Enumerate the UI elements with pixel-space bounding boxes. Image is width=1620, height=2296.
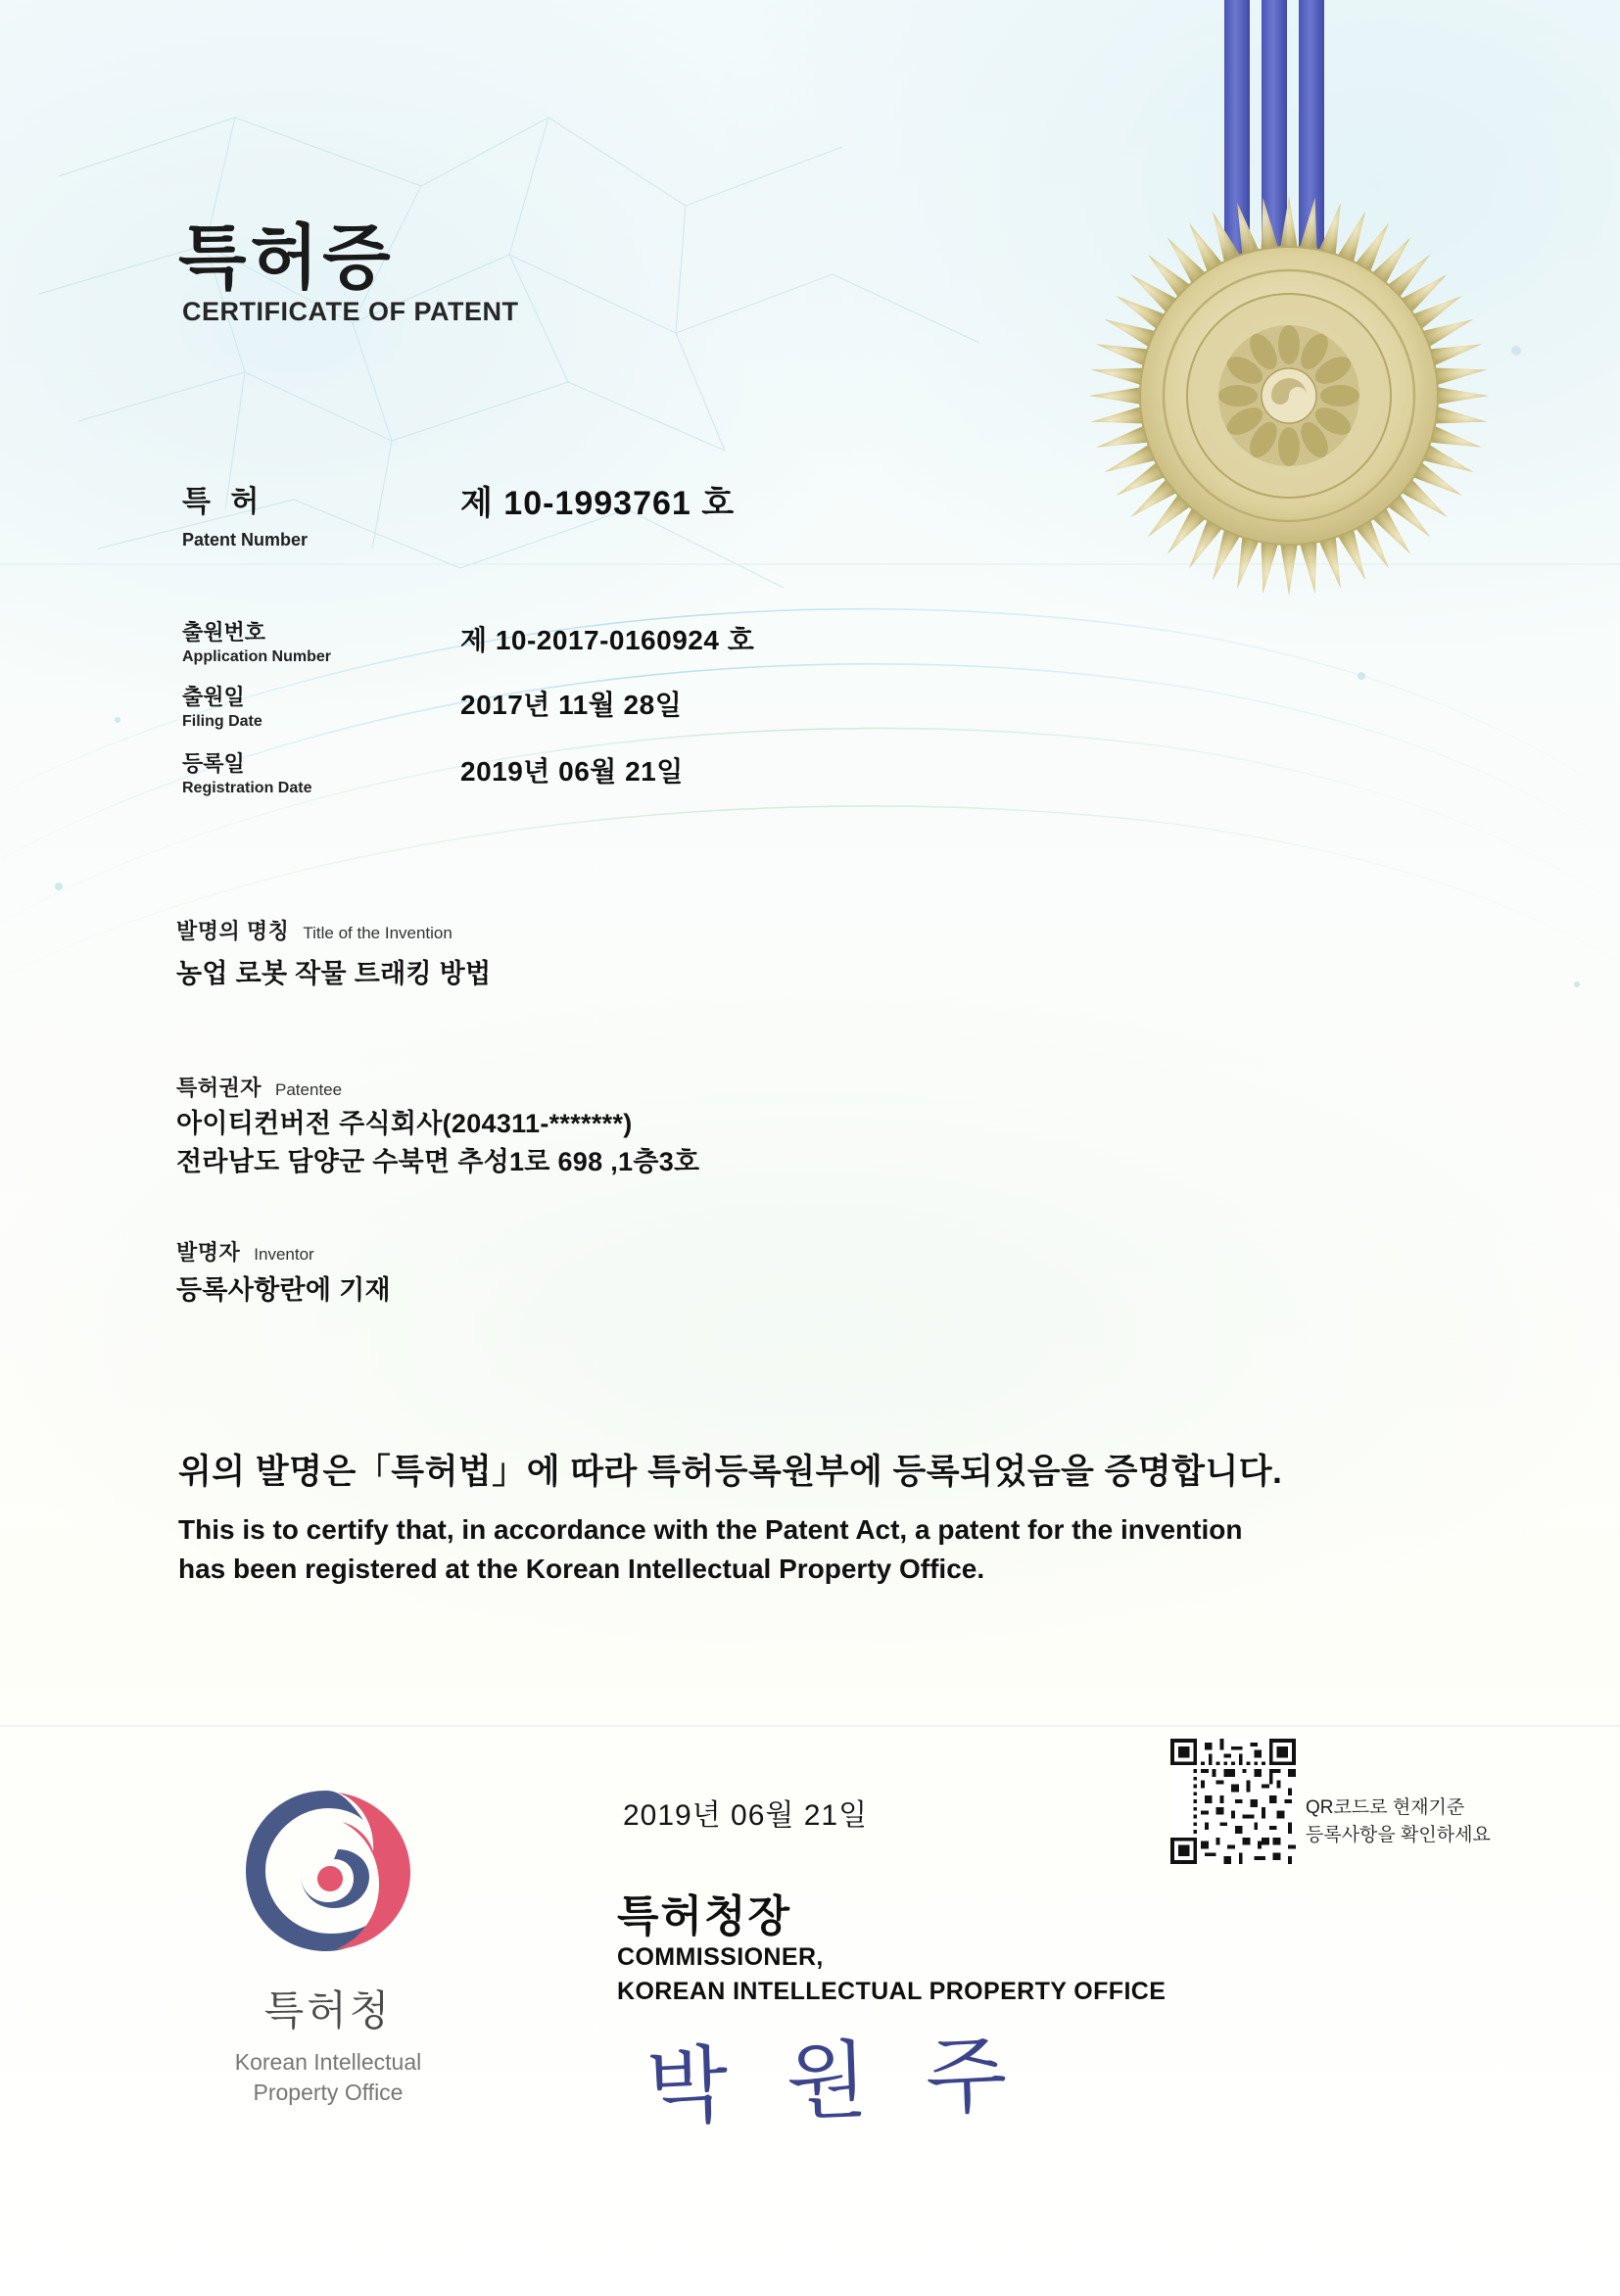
kipo-name-english-line1: Korean Intellectual bbox=[234, 2049, 422, 2075]
field-filing-date bbox=[182, 686, 262, 731]
qr-code-note-line1: QR코드로 현재기준 bbox=[1306, 1797, 1465, 1818]
title-of-invention-heading bbox=[176, 915, 453, 945]
title-of-invention-label-korean: 발명의 명칭 bbox=[176, 919, 290, 943]
patent-number-value: 제 10-1993761 호 bbox=[460, 485, 736, 522]
page-title-english: CERTIFICATE OF PATENT bbox=[182, 297, 519, 326]
patentee-value bbox=[176, 1105, 699, 1181]
kipo-name-english bbox=[206, 2047, 451, 2108]
patent-number-label-english: Patent Number bbox=[182, 530, 309, 550]
filing-date-label-korean: 출원일 bbox=[182, 685, 245, 709]
inventor-label-english: Inventor bbox=[254, 1245, 314, 1264]
filing-date-value: 2017년 11월 28일 bbox=[460, 690, 683, 720]
certification-statement-english-line2: has been registered at the Korean Intellectual Property Office. bbox=[178, 1553, 985, 1584]
inventor-value: 등록사항란에 기재 bbox=[176, 1275, 391, 1305]
title-of-invention-label-english: Title of the Invention bbox=[303, 924, 453, 942]
title-of-invention-value: 농업 로봇 작물 트래킹 방법 bbox=[176, 959, 492, 988]
commissioner-signature: 박 원 주 bbox=[644, 2026, 1024, 2137]
registration-date-label-english: Registration Date bbox=[182, 780, 312, 797]
qr-code-note-line2: 등록사항을 확인하세요 bbox=[1306, 1824, 1491, 1845]
issue-date: 2019년 06월 21일 bbox=[623, 1799, 869, 1832]
patentee-heading bbox=[176, 1072, 342, 1102]
commissioner-title-korean: 특허청장 bbox=[617, 1892, 792, 1940]
page-title-korean: 특허증 bbox=[178, 219, 395, 298]
qr-code[interactable] bbox=[1170, 1739, 1296, 1864]
kipo-name-english-line2: Property Office bbox=[253, 2080, 404, 2106]
application-number-label-korean: 출원번호 bbox=[182, 620, 266, 645]
patentee-label-english: Patentee bbox=[275, 1080, 343, 1099]
kipo-emblem-block bbox=[206, 1783, 451, 2108]
patent-number-label-korean: 특 허 bbox=[182, 486, 265, 518]
field-registration-date bbox=[182, 752, 311, 797]
application-number-label-english: Application Number bbox=[182, 648, 332, 666]
inventor-heading bbox=[176, 1236, 314, 1267]
kipo-logo-icon bbox=[230, 1783, 426, 1964]
registration-date-value: 2019년 06월 21일 bbox=[460, 756, 684, 787]
field-application-number bbox=[182, 621, 331, 666]
commissioner-title-english-line2: KOREAN INTELLECTUAL PROPERTY OFFICE bbox=[617, 1978, 1167, 2005]
inventor-label-korean: 발명자 bbox=[176, 1240, 241, 1265]
certification-statement-korean: 위의 발명은「특허법」에 따라 특허등록원부에 등록되었음을 증명합니다. bbox=[178, 1453, 1283, 1491]
patentee-label-korean: 특허권자 bbox=[176, 1076, 262, 1100]
filing-date-label-english: Filing Date bbox=[182, 713, 262, 731]
kipo-name-korean: 특허청 bbox=[263, 1987, 393, 2033]
patentee-name-line: 아이티컨버전 주식회사(204311-*******) bbox=[176, 1109, 633, 1138]
certification-statement-english bbox=[178, 1510, 1481, 1589]
certification-statement-english-line1: This is to certify that, in accordance with the Patent Act, a patent for the invention bbox=[178, 1514, 1243, 1545]
registration-date-label-korean: 등록일 bbox=[182, 751, 245, 776]
patentee-address-line: 전라남도 담양군 수북면 추성1로 698 ,1층3호 bbox=[176, 1147, 700, 1177]
commissioner-title-english-line1: COMMISSIONER, bbox=[617, 1943, 824, 1971]
qr-code-note bbox=[1306, 1794, 1491, 1848]
application-number-value: 제 10-2017-0160924 호 bbox=[460, 625, 755, 655]
